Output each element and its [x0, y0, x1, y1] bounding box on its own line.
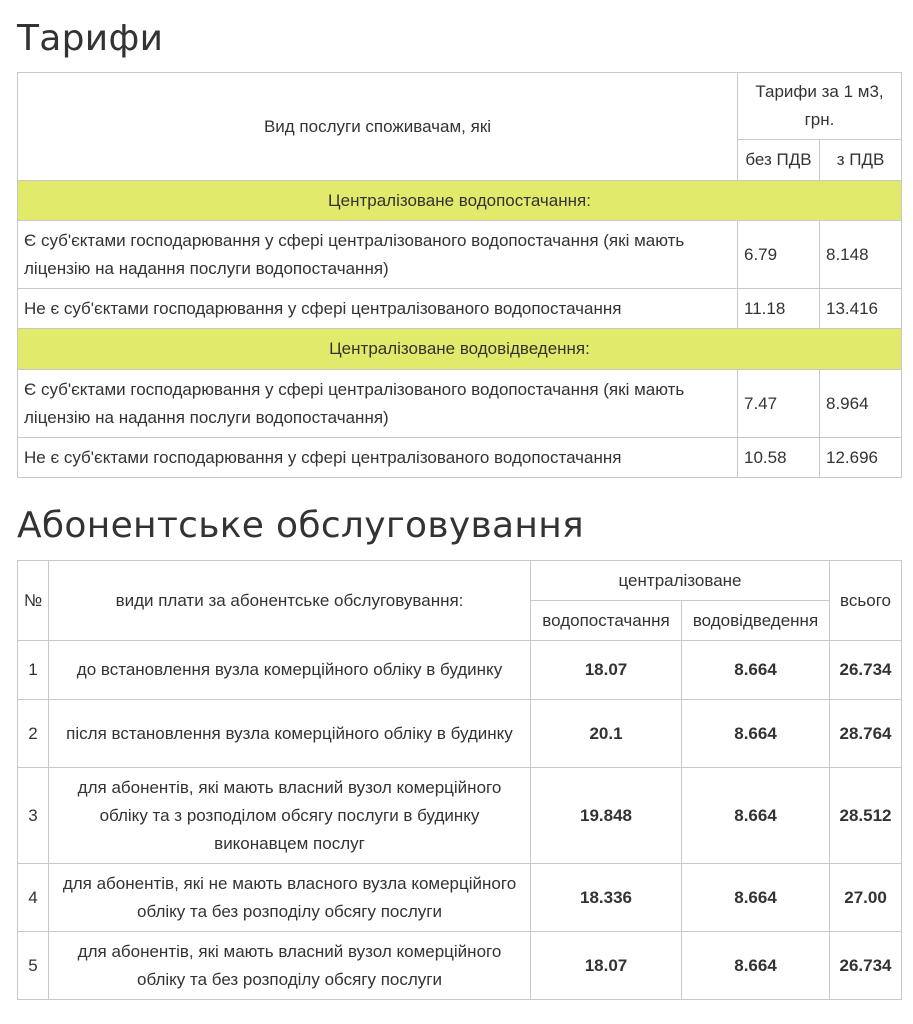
drainage-price: 8.664 [682, 768, 830, 864]
supply-price: 19.848 [531, 768, 682, 864]
total-price: 27.00 [830, 864, 902, 932]
drainage-price: 8.664 [682, 700, 830, 768]
price-with-vat: 13.416 [820, 289, 902, 329]
service-desc: Не є суб'єктами господарювання у сфері централізованого водопостачання [18, 289, 738, 329]
row-num: 4 [18, 864, 49, 932]
group-header: Централізоване водопостачання: [18, 181, 902, 221]
no-vat-header: без ПДВ [738, 140, 820, 181]
price-no-vat: 11.18 [738, 289, 820, 329]
total-price: 28.764 [830, 700, 902, 768]
subscription-title: Абонентське обслуговування [17, 505, 584, 546]
row-num: 2 [18, 700, 49, 768]
num-header: № [18, 561, 49, 641]
table-row [18, 370, 902, 438]
price-no-vat: 10.58 [738, 438, 820, 478]
row-desc: після встановлення вузла комерційного обліку в будинку [49, 700, 531, 768]
supply-price: 18.07 [531, 932, 682, 1000]
price-no-vat: 7.47 [738, 370, 820, 438]
price-with-vat: 8.148 [820, 221, 902, 289]
row-desc: для абонентів, які мають власний вузол комерційного обліку та з розподілом обсягу послуги в будинку виконавцем послуг [49, 768, 531, 864]
total-price: 26.734 [830, 932, 902, 1000]
table-row [18, 700, 902, 768]
total-price: 28.512 [830, 768, 902, 864]
table-row [18, 864, 902, 932]
table-row [18, 641, 902, 700]
supply-price: 18.336 [531, 864, 682, 932]
supply-price: 18.07 [531, 641, 682, 700]
row-num: 5 [18, 932, 49, 1000]
table-row [18, 438, 902, 478]
tariff-header: Тарифи за 1 м3, грн. [738, 73, 902, 140]
tariffs-title: Тарифи [17, 18, 164, 59]
table-row [18, 768, 902, 864]
centralized-header: централізоване [531, 561, 830, 601]
with-vat-header: з ПДВ [820, 140, 902, 181]
price-with-vat: 12.696 [820, 438, 902, 478]
service-desc: Не є суб'єктами господарювання у сфері централізованого водопостачання [18, 438, 738, 478]
row-desc: для абонентів, які не мають власного вузла комерційного обліку та без розподілу обсягу послуги [49, 864, 531, 932]
total-price: 26.734 [830, 641, 902, 700]
table-row [18, 221, 902, 289]
table-row [18, 289, 902, 329]
supply-price: 20.1 [531, 700, 682, 768]
drainage-price: 8.664 [682, 932, 830, 1000]
service-header: Вид послуги споживачам, які [18, 73, 738, 181]
tariffs-table [17, 72, 902, 478]
row-desc: до встановлення вузла комерційного обліку в будинку [49, 641, 531, 700]
price-no-vat: 6.79 [738, 221, 820, 289]
group-header: Централізоване водовідведення: [18, 329, 902, 370]
row-num: 1 [18, 641, 49, 700]
total-header: всього [830, 561, 902, 641]
service-desc: Є суб'єктами господарювання у сфері централізованого водопостачання (які мають ліцензію на надання послуги водопостачання) [18, 221, 738, 289]
drainage-price: 8.664 [682, 641, 830, 700]
row-desc: для абонентів, які мають власний вузол комерційного обліку та без розподілу обсягу послуги [49, 932, 531, 1000]
row-num: 3 [18, 768, 49, 864]
types-header: види плати за абонентське обслуговування: [49, 561, 531, 641]
service-desc: Є суб'єктами господарювання у сфері централізованого водопостачання (які мають ліцензію на надання послуги водопостачання) [18, 370, 738, 438]
subscription-table [17, 560, 902, 1000]
price-with-vat: 8.964 [820, 370, 902, 438]
drainage-header: водовідведення [682, 601, 830, 641]
table-row [18, 932, 902, 1000]
drainage-price: 8.664 [682, 864, 830, 932]
water-supply-header: водопостачання [531, 601, 682, 641]
